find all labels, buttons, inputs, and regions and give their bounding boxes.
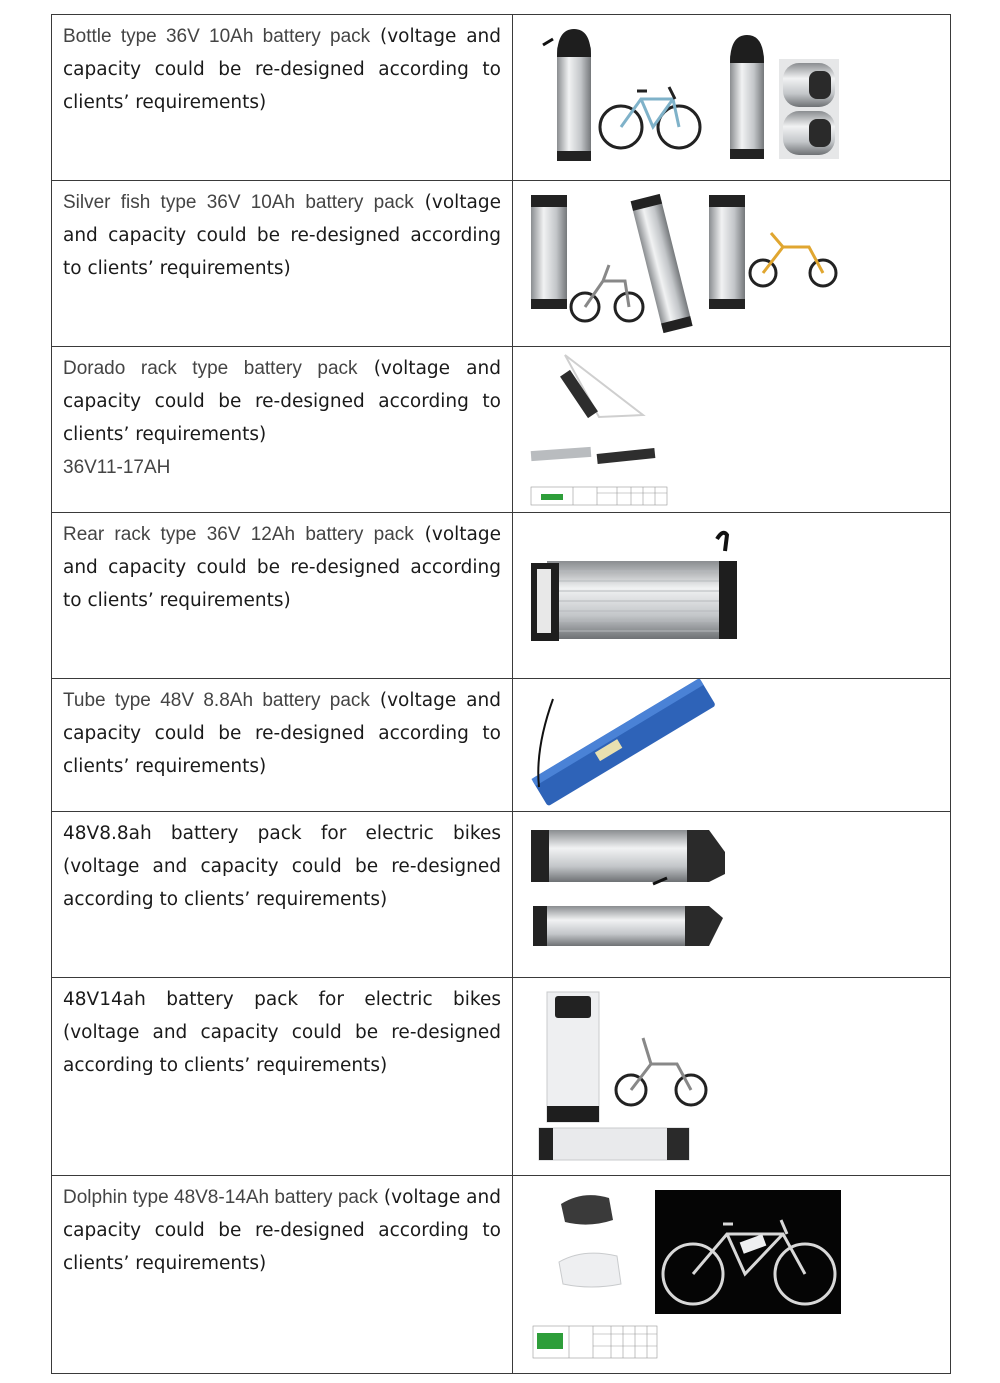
description-cell: [52, 513, 513, 679]
ebike-photo: [655, 1190, 841, 1314]
folding-bike-image: [750, 233, 836, 286]
photo-cell: [513, 679, 951, 812]
photo-cell: [513, 347, 951, 513]
redesign-note: (voltage and capacity could be re-designed according to clients’ requirements): [63, 1022, 501, 1076]
description-cell: [52, 679, 513, 812]
capacity-range: 36V11-17AH: [63, 457, 171, 478]
bottle-battery-image: [730, 35, 764, 159]
silver-fish-battery-image: [709, 195, 745, 309]
description-cell: [52, 978, 513, 1176]
table-row: [52, 1176, 951, 1374]
tube-battery-photos: [513, 679, 951, 811]
product-name: Bottle type 36V 10Ah battery pack: [63, 26, 371, 47]
silver-fish-battery-image: [631, 194, 693, 333]
photo-cell: [513, 1176, 951, 1374]
spec-table-thumbnail: [533, 1326, 657, 1358]
description-cell: [52, 15, 513, 181]
description-cell: [52, 1176, 513, 1374]
table-row: [52, 181, 951, 347]
silver-battery-photos: [513, 812, 951, 977]
rear-rack-battery-photos: [513, 513, 951, 678]
bottle-battery-photos: [513, 15, 951, 180]
photo-cell: [513, 181, 951, 347]
dorado-battery-on-frame-image: [560, 355, 643, 418]
electric-bike-image: [600, 87, 700, 148]
silver-battery-image: [533, 906, 723, 946]
dolphin-battery-photos: [513, 1176, 951, 1373]
photo-cell: [513, 978, 951, 1176]
table-row: [52, 347, 951, 513]
photo-cell: [513, 513, 951, 679]
spec-table-thumbnail: [531, 487, 667, 505]
table-row: [52, 978, 951, 1176]
battery-catalog-table: [51, 14, 951, 1374]
48v14ah-battery-photos: [513, 978, 951, 1175]
product-name: Silver fish type 36V 10Ah battery pack: [63, 192, 414, 213]
redesign-note: (voltage and capacity could be re-designed according to clients’ requirements): [63, 358, 501, 445]
silver-fish-battery-image: [531, 195, 567, 309]
silver-fish-battery-photos: [513, 181, 951, 346]
product-name: Rear rack type 36V 12Ah battery pack: [63, 524, 414, 545]
description-cell: [52, 181, 513, 347]
redesign-note: (voltage and capacity could be re-designed according to clients’ requirements): [63, 856, 501, 910]
folding-bike-image: [616, 1038, 706, 1105]
redesign-note: (voltage and capacity could be re-designed according to clients’ requirements): [63, 192, 501, 279]
product-name: 48V8.8ah battery pack for electric bikes: [63, 823, 501, 844]
redesign-note: (voltage and capacity could be re-designed according to clients’ requirements): [63, 690, 501, 777]
dolphin-battery-image: [559, 1195, 621, 1287]
rear-rack-battery-image: [531, 533, 737, 641]
table-row: [52, 513, 951, 679]
tube-battery-image: [531, 679, 715, 806]
description-cell: [52, 347, 513, 513]
table-row: [52, 679, 951, 812]
photo-cell: [513, 812, 951, 978]
table-row: [52, 812, 951, 978]
product-name: 48V14ah battery pack for electric bikes: [63, 989, 501, 1010]
bottle-battery-image: [543, 29, 591, 161]
dorado-battery-image: [531, 447, 656, 464]
white-battery-image: [539, 1128, 689, 1160]
redesign-note: (voltage and capacity could be re-designed according to clients’ requirements): [63, 1187, 501, 1274]
product-name: Dorado rack type battery pack: [63, 358, 358, 379]
dorado-battery-photos: [513, 347, 951, 512]
silver-battery-image: [531, 830, 725, 884]
redesign-note: (voltage and capacity could be re-designed according to clients’ requirements): [63, 26, 501, 113]
bottle-closeup-image: [779, 59, 839, 159]
description-cell: [52, 812, 513, 978]
product-name: Tube type 48V 8.8Ah battery pack: [63, 690, 370, 711]
white-battery-image: [547, 992, 599, 1122]
photo-cell: [513, 15, 951, 181]
redesign-note: (voltage and capacity could be re-designed according to clients’ requirements): [63, 524, 501, 611]
product-name: Dolphin type 48V8-14Ah battery pack: [63, 1187, 378, 1208]
table-row: [52, 15, 951, 181]
folding-bike-image: [571, 265, 643, 321]
